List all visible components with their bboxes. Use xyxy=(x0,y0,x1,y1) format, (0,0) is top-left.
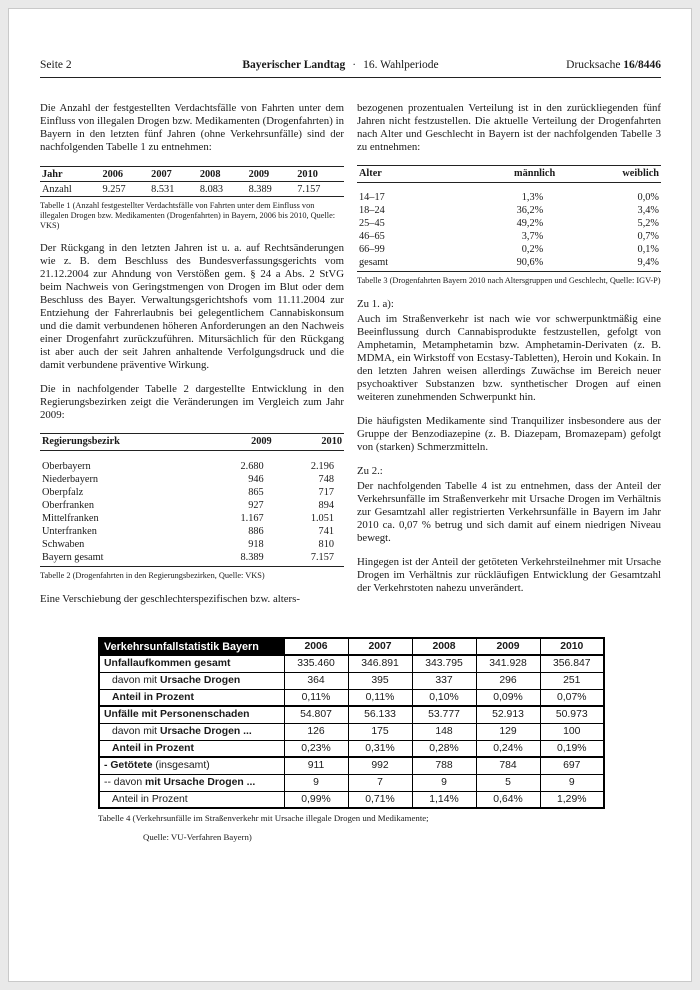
table2-row-label: Mittelfranken xyxy=(42,513,99,525)
table4-label-segment: Anteil in Prozent xyxy=(112,793,188,805)
table4-value-cell: 100 xyxy=(540,723,604,740)
table3-header-cell: weiblich xyxy=(622,168,659,179)
table4-year-header: 2008 xyxy=(412,638,476,655)
table1-header-cell: 2006 xyxy=(102,168,124,180)
table2-value-cell: 748 xyxy=(318,474,334,486)
table4-value-cell: 251 xyxy=(540,672,604,689)
table4-row-label xyxy=(99,655,284,672)
table2-value-cell: 2.196 xyxy=(310,461,334,473)
table1 xyxy=(40,166,344,197)
table4-header-row xyxy=(99,638,604,655)
table1-value-cell: 8.083 xyxy=(199,183,224,195)
table4-value-cell: 53.777 xyxy=(412,706,476,723)
table4-year-header: 2006 xyxy=(284,638,348,655)
table2-row-label: Oberpfalz xyxy=(42,487,84,499)
table3-row xyxy=(357,230,661,243)
table4-value-cell: 395 xyxy=(348,672,412,689)
table4-value-cell: 364 xyxy=(284,672,348,689)
table1-header-cell: 2007 xyxy=(151,168,172,180)
table3-value-cell: 90,6% xyxy=(516,257,544,268)
table2-row xyxy=(40,512,344,525)
table4-value-cell: 0,24% xyxy=(476,740,540,757)
para-verschiebung-cont: bezogenen prozentualen Verteilung ist in den zurückliegenden fünf Jahren nicht festzustellen. Die aktuelle Verteilung der Drogenfahrten nach Alter und Geschlecht in Bayern ist der nachfolgenden Tabelle 3 zu entnehmen: xyxy=(357,102,661,153)
doc-header xyxy=(40,59,661,71)
table2-row xyxy=(40,525,344,538)
table4-row-label xyxy=(99,757,284,774)
table4-row-label xyxy=(99,774,284,791)
table1-header-cell: Jahr xyxy=(42,168,63,180)
table4-row-label xyxy=(99,740,284,757)
table4-value-cell: 5 xyxy=(476,774,540,791)
table4-value-cell: 1,14% xyxy=(412,791,476,808)
table3-row xyxy=(357,183,661,205)
table2-row-label: Niederbayern xyxy=(42,474,99,486)
para-unfallanteil: Der nachfolgenden Tabelle 4 ist zu entnehmen, dass der Anteil der Verkehrsunfälle im Straßenverkehr mit Ursache Drogen im Verhältnis zur Gesamtzahl aller registrierten Verkehrsunfälle in Bayern im Jahr 2010 ca. 0,07 % betrug und sich damit auf einem niedrigen Niveau bewegt. xyxy=(357,479,661,544)
table1-value-cell: 8.531 xyxy=(151,183,175,195)
table4-value-cell: 52.913 xyxy=(476,706,540,723)
table4-year-header: 2007 xyxy=(348,638,412,655)
table4-value-cell: 296 xyxy=(476,672,540,689)
statistics-table xyxy=(98,637,605,809)
table2-value-cell: 886 xyxy=(248,526,264,538)
table4-value-cell: 0,11% xyxy=(284,689,348,706)
table4-value-cell: 9 xyxy=(284,774,348,791)
table4-row-label xyxy=(99,723,284,740)
table4-label-bold-segment: Unfälle mit Personenschaden xyxy=(104,709,250,721)
table2-value-cell: 1.051 xyxy=(310,513,334,525)
org-name: Bayerischer Landtag xyxy=(242,59,346,71)
table4-value-cell: 0,19% xyxy=(540,740,604,757)
table4-row xyxy=(99,740,604,757)
table4-value-cell: 0,64% xyxy=(476,791,540,808)
heading-zu1: Zu 1. a): xyxy=(357,297,394,310)
para-wirkstoffe: Auch im Straßenverkehr ist nach wie vor schwerpunktmäßig eine Beeinflussung durch Cannabisprodukte festzustellen, gefolgt von Amphetamin, Metamphetamin bzw. Amphetamin-Derivaten (z. B. MDMA, ein Wirkstoff von Ecstasy-Tabletten), Heroin und Kokain. In den letzten Jahren weisen allerdings Zuwächse im Bereich neuer psychoaktiver Substanzen bzw. synthetischer Drogen auf einen weiteren zunehmenden Schwerpunkt hin. xyxy=(357,312,661,403)
table4-label-segment: -- davon xyxy=(104,777,146,789)
table4-row xyxy=(99,706,604,723)
table2-value-cell: 918 xyxy=(248,539,264,551)
table4-row xyxy=(99,791,604,808)
table2-value-cell: 717 xyxy=(318,487,334,499)
para-verschiebung-start: Eine Verschiebung der geschlechterspezifischen bzw. alters- xyxy=(40,593,300,606)
table3-row-label: 66–99 xyxy=(359,244,385,255)
table3-row-label: 18–24 xyxy=(359,205,385,216)
table3 xyxy=(357,165,661,272)
right-column xyxy=(357,102,661,617)
table4-row-label xyxy=(99,689,284,706)
table4-section xyxy=(98,637,603,843)
table1-header-cell: 2010 xyxy=(297,168,318,180)
table3-value-cell: 0,0% xyxy=(637,192,659,203)
table4-value-cell: 148 xyxy=(412,723,476,740)
table4-value-cell: 992 xyxy=(348,757,412,774)
header-rule xyxy=(40,77,661,78)
table4-value-cell: 54.807 xyxy=(284,706,348,723)
table4-value-cell: 0,99% xyxy=(284,791,348,808)
table3-value-cell: 5,2% xyxy=(637,218,659,229)
table3-header-cell: männlich xyxy=(514,168,556,179)
table4-row xyxy=(99,655,604,672)
table4-value-cell: 7 xyxy=(348,774,412,791)
table2-value-cell: 810 xyxy=(318,539,334,551)
page-content xyxy=(9,9,691,843)
table2-header-row xyxy=(40,434,344,451)
table1-header-cell: 2009 xyxy=(248,168,270,180)
para-getoetete: Hingegen ist der Anteil der getöteten Verkehrsteilnehmer mit Ursache Drogen im Verhältnis zur rückläufigen Entwicklung der Gesamtzahl der Verkehrstoten nahezu unverändert. xyxy=(357,555,661,594)
table4-value-cell: 0,07% xyxy=(540,689,604,706)
table4-value-cell: 9 xyxy=(540,774,604,791)
table4-label-bold-segment: - Getötete xyxy=(104,760,156,772)
table4-value-cell: 911 xyxy=(284,757,348,774)
table4-value-cell: 0,11% xyxy=(348,689,412,706)
table2-row-label: Oberbayern xyxy=(42,461,91,473)
left-column xyxy=(40,102,344,617)
doc-number-label: Drucksache xyxy=(566,59,624,71)
para-rueckgang: Der Rückgang in den letzten Jahren ist u. a. auf Rechtsänderungen wie z. B. dem Beschluss des Bundesverfassungsgerichts vom 21.12.2004 zur Ahndung von Verstößen gem. § 24 a Abs. 2 StVG beim Nachweis von Geringstmengen von Drogen im Blut oder dem Beschluss des Bayer. Verwaltungsgerichtshofs vom 11.11.2004 zur Entziehung der Fahrerlaubnis bei gelegentlichem Cannabiskonsum und die damit verbundenen höheren Anforderungen an den Nachweis einer Drogenfahrt zurückzuführen. Mitursächlich für den Rückgang ist aber auch der seit Jahren anhaltende Verfolgungsdruck und die damit verbundene präventive Wirkung. xyxy=(40,242,344,372)
table4-caption-line1: Tabelle 4 (Verkehrsunfälle im Straßenverkehr mit Ursache illegale Drogen und Medikamente; xyxy=(98,813,429,824)
title-separator: · xyxy=(352,59,357,71)
table2-value-cell: 7.157 xyxy=(310,552,334,564)
table4-row-label xyxy=(99,672,284,689)
table2-row xyxy=(40,499,344,512)
table4-value-cell: 0,31% xyxy=(348,740,412,757)
table4-row xyxy=(99,723,604,740)
table4-value-cell: 337 xyxy=(412,672,476,689)
table3-header-row xyxy=(357,166,661,183)
table1-value-cell: 7.157 xyxy=(297,183,321,195)
table3-value-cell: 36,2% xyxy=(516,205,544,216)
table3-section xyxy=(357,165,661,286)
table4-label-bold-segment: Anteil in Prozent xyxy=(112,691,194,703)
table3-value-cell: 3,7% xyxy=(521,231,544,242)
para-medikamente: Die häufigsten Medikamente sind Tranquilizer insbesondere aus der Gruppe der Benzodiazepine (z. B. Diazepam, Bromazepam) gefolgt von (starken) Schmerzmitteln. xyxy=(357,414,661,453)
table3-row-label: 46–65 xyxy=(359,231,385,242)
table4-year-header: 2009 xyxy=(476,638,540,655)
table3-row xyxy=(357,256,661,272)
table4-value-cell: 341.928 xyxy=(476,655,540,672)
table3-row-label: gesamt xyxy=(359,257,389,268)
table4-value-cell: 56.133 xyxy=(348,706,412,723)
table4-value-cell: 346.891 xyxy=(348,655,412,672)
table3-row xyxy=(357,204,661,217)
table2-caption: Tabelle 2 (Drogenfahrten in den Regierungsbezirken, Quelle: VKS) xyxy=(40,571,265,581)
table3-value-cell: 49,2% xyxy=(516,218,544,229)
table4-row xyxy=(99,689,604,706)
table4-value-cell: 0,10% xyxy=(412,689,476,706)
table4-label-bold-segment: Unfallaufkommen gesamt xyxy=(104,658,231,670)
doc-number xyxy=(511,59,661,71)
page-number: Seite 2 xyxy=(40,59,72,71)
table2-value-cell: 8.389 xyxy=(240,552,264,564)
table3-value-cell: 0,1% xyxy=(637,244,659,255)
table4-value-cell: 50.973 xyxy=(540,706,604,723)
document-page xyxy=(8,8,692,982)
table4-title-cell: Verkehrsunfallstatistik Bayern xyxy=(99,638,284,655)
table2-header-cell: 2009 xyxy=(251,436,272,448)
table2-value-cell: 927 xyxy=(248,500,264,512)
table2-row-label: Unterfranken xyxy=(42,526,97,538)
table1-header-row xyxy=(40,167,344,182)
doc-title xyxy=(170,59,511,71)
table1-value-cell: 9.257 xyxy=(102,183,126,195)
table4-label-bold-segment: Anteil in Prozent xyxy=(112,742,194,754)
table2-row xyxy=(40,551,344,567)
table3-value-cell: 9,4% xyxy=(637,257,659,268)
table4-value-cell: 0,23% xyxy=(284,740,348,757)
table4-value-cell: 129 xyxy=(476,723,540,740)
table1-section xyxy=(40,166,344,230)
table3-row xyxy=(357,217,661,230)
table2-value-cell: 741 xyxy=(318,526,334,538)
table4-value-cell: 9 xyxy=(412,774,476,791)
table1-caption: Tabelle 1 (Anzahl festgestellter Verdachtsfälle von Fahrten unter dem Einfluss von illegalen Drogen bzw. Medikamenten (Drogenfahrten) in Bayern, 2006 bis 2010, Quelle: VKS) xyxy=(40,201,336,230)
table4-row-label xyxy=(99,791,284,808)
table3-caption: Tabelle 3 (Drogenfahrten Bayern 2010 nach Altersgruppen und Geschlecht, Quelle: IGV-P) xyxy=(357,276,661,285)
table3-value-cell: 1,3% xyxy=(521,192,544,203)
table2-header-cell: Regierungsbezirk xyxy=(42,436,120,448)
table4-value-cell: 356.847 xyxy=(540,655,604,672)
table4-value-cell: 784 xyxy=(476,757,540,774)
table4-label-bold-segment: Ursache Drogen ... xyxy=(159,726,252,738)
table4-value-cell: 126 xyxy=(284,723,348,740)
table4-label-bold-segment: mit Ursache Drogen ... xyxy=(145,777,256,789)
table4-row xyxy=(99,757,604,774)
table4-value-cell: 1,29% xyxy=(540,791,604,808)
table3-value-cell: 3,4% xyxy=(637,205,659,216)
table1-data-row xyxy=(40,182,344,197)
table3-row-label: 25–45 xyxy=(359,218,385,229)
table3-value-cell: 0,7% xyxy=(637,231,659,242)
heading-zu2: Zu 2.: xyxy=(357,464,383,477)
table1-row-label: Anzahl xyxy=(42,183,72,195)
table4-caption-line2: Quelle: VU-Verfahren Bayern) xyxy=(143,832,252,843)
table2-row-label: Schwaben xyxy=(42,539,85,551)
table4-label-segment: davon mit xyxy=(112,675,160,687)
table2-value-cell: 2.680 xyxy=(240,461,264,473)
table3-value-cell: 0,2% xyxy=(521,244,544,255)
table4-value-cell: 788 xyxy=(412,757,476,774)
table3-row-label: 14–17 xyxy=(359,192,385,203)
table4-row-label xyxy=(99,706,284,723)
table2-row xyxy=(40,451,344,474)
two-column-layout xyxy=(40,102,661,617)
table2-row xyxy=(40,486,344,499)
table4-value-cell: 0,28% xyxy=(412,740,476,757)
table4-value-cell: 335.460 xyxy=(284,655,348,672)
table1-value-cell: 8.389 xyxy=(248,183,272,195)
table4-value-cell: 0,71% xyxy=(348,791,412,808)
para-verdachtsfaelle: Die Anzahl der festgestellten Verdachtsfälle von Fahrten unter dem Einfluss von illegalen Drogen bzw. Medikamenten (Drogenfahrten) in Bayern in den letzten fünf Jahren (ohne Verkehrsunfälle) sind der nachfolgenden Tabelle 1 zu entnehmen: xyxy=(40,102,344,153)
table4-value-cell: 0,09% xyxy=(476,689,540,706)
table4-label-bold-segment: Ursache Drogen xyxy=(159,675,241,687)
table2-section xyxy=(40,433,344,581)
doc-number-value: 16/8446 xyxy=(623,59,661,71)
para-tabelle2-intro: Die in nachfolgender Tabelle 2 dargestellte Entwicklung in den Regierungsbezirken zeigt die Veränderungen im Vergleich zum Jahr 2009: xyxy=(40,383,344,422)
table3-header-cell: Alter xyxy=(359,168,382,179)
table2-header-cell: 2010 xyxy=(321,436,342,448)
table4-row xyxy=(99,672,604,689)
table4-value-cell: 697 xyxy=(540,757,604,774)
table2-value-cell: 865 xyxy=(248,487,264,499)
table4-label-segment: (insgesamt) xyxy=(155,760,210,772)
table4-label-segment: davon mit xyxy=(112,726,160,738)
table4-year-header: 2010 xyxy=(540,638,604,655)
table4-row xyxy=(99,774,604,791)
table4-value-cell: 175 xyxy=(348,723,412,740)
table2-value-cell: 1.167 xyxy=(240,513,264,525)
table2-value-cell: 946 xyxy=(248,474,264,486)
table2 xyxy=(40,433,344,567)
table1-header-cell: 2008 xyxy=(199,168,221,180)
table2-row xyxy=(40,538,344,551)
table3-row xyxy=(357,243,661,256)
legislative-period: 16. Wahlperiode xyxy=(363,59,439,71)
table2-row xyxy=(40,473,344,486)
table2-row-label: Oberfranken xyxy=(42,500,95,512)
table2-row-label: Bayern gesamt xyxy=(42,552,104,564)
table4-value-cell: 343.795 xyxy=(412,655,476,672)
table2-value-cell: 894 xyxy=(318,500,334,512)
